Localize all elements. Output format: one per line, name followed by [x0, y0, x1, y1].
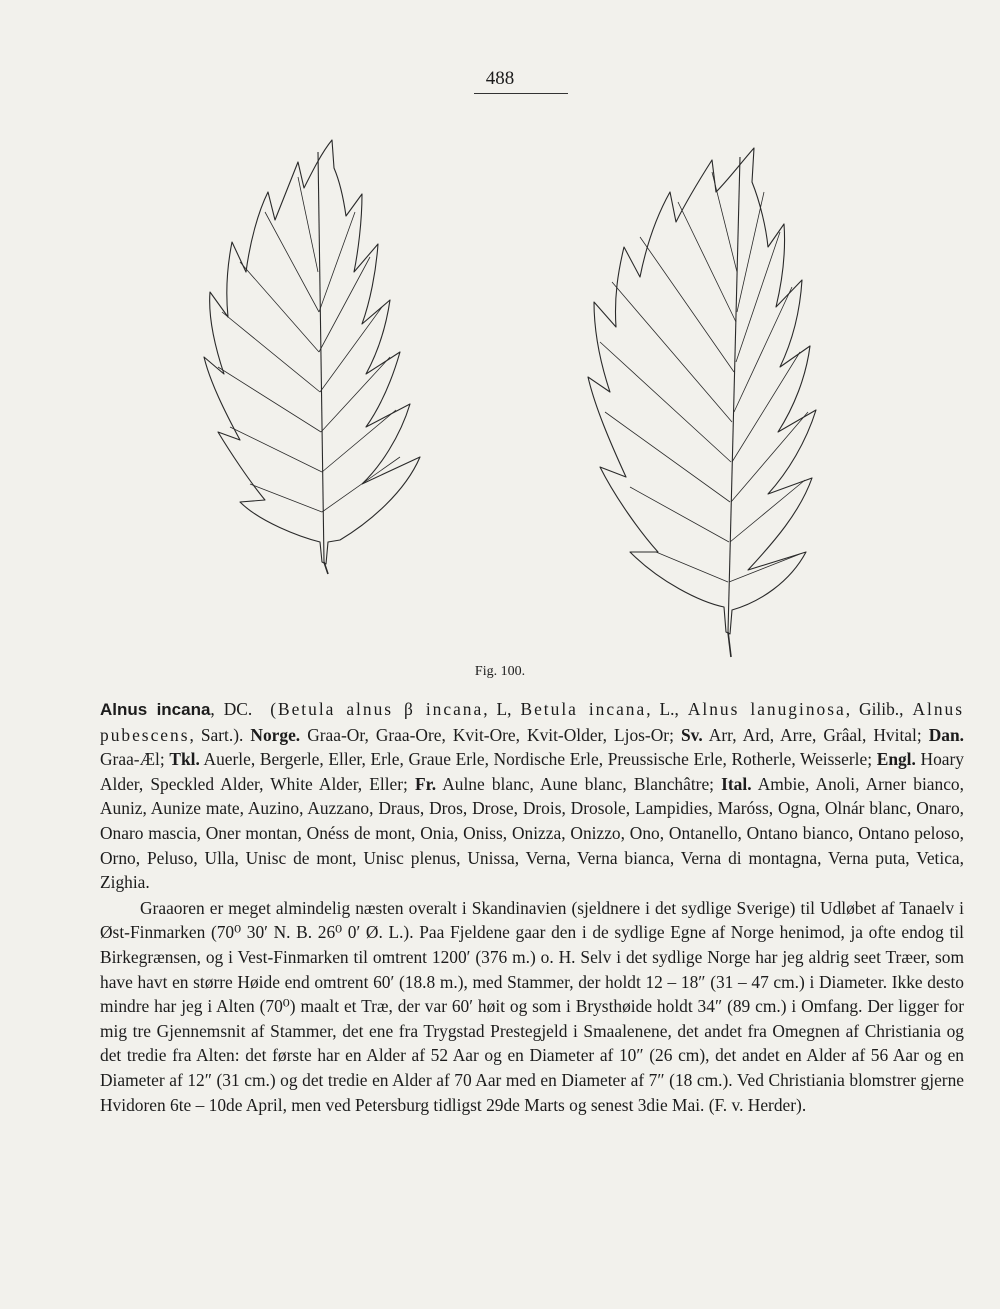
- synonym-4: Alnus pubescens: [100, 699, 965, 745]
- names-engl: Hoary Alder, Speckled Alder, White Alder, Eller;: [100, 749, 964, 794]
- names-norge: Graa-Or, Graa-Ore, Kvit-Ore, Kvit-Older, Ljos-Or;: [300, 724, 681, 745]
- figure-caption: Fig. 100.: [474, 664, 526, 679]
- synonym-3: Alnus lanuginosa: [687, 699, 846, 719]
- species-author: , DC.: [210, 699, 253, 719]
- synonym-4-author: , Sart.).: [189, 724, 244, 745]
- synonym-2-author: , L.,: [646, 699, 679, 719]
- synonym-1: (Betula alnus β incana: [270, 699, 484, 719]
- lang-label-tkl: Tkl.: [169, 749, 200, 770]
- lang-label-fr: Fr.: [414, 773, 437, 794]
- species-entry: [100, 697, 964, 895]
- page-number-rule: [474, 93, 568, 94]
- right-leaf-midrib: [728, 157, 740, 632]
- body-text: [100, 697, 964, 1117]
- description-paragraph: Graaoren er meget almindelig næsten overalt i Skandinavien (sjeldnere i det sydlige Sverige) til Udløbet af Tanaelv i Øst-Finmarken (70⁰ 30′ N. B. 26⁰ 0′ Ø. L.). Paa Fjeldene gaar den i de sydlige Egne af Norge henimod, ja ofte endog til Birkegrænsen, og i Vest-Finmarken til omtrent 1200′ (376 m.) o. H. Selv i det sydlige Norge har jeg aldrig seet Træer, som have havt en større Høide end omtrent 60′ (18.8 m.), med Stammer, der holdt 12 – 18″ (31 – 47 cm.) i Diameter. Ikke desto mindre har jeg i Alten (70⁰) maalt et Træ, der var 60′ høit og som i Brysthøide holdt 34″ (89 cm.) i Omfang. Der ligger for mig tre Gjennemsnit af Stammer, det ene fra Trygstad Prestegjeld i Smaalenene, det andet fra Omegnen af Christiania og det tredie fra Alten: det første har en Alder af 52 Aar og en Diameter af 10″ (26 cm), det andet en Alder af 56 Aar og en Diameter af 12″ (31 cm.) og det tredie en Alder af 70 Aar med en Diameter af 7″ (18 cm.). Ved Christiania blomstrer gjerne Hvidoren 6te – 10de April, men ved Petersburg tidligst 29de Marts og senest 3die Mai. (F. v. Herder).: [100, 897, 964, 1115]
- synonym-3-author: , Gilib.,: [845, 699, 904, 719]
- lang-label-engl: Engl.: [876, 749, 916, 770]
- left-leaf-outline: [204, 140, 420, 564]
- synonym-2: Betula incana: [520, 699, 647, 719]
- species-name: Alnus incana: [100, 700, 211, 719]
- figure-alnus-leaves: [100, 112, 900, 672]
- names-ital: Ambie, Anoli, Arner bianco, Auniz, Aunize mate, Auzino, Auzzano, Draus, Dros, Drose, Drois, Drosole, Lampidies, Maróss, Ogna, Olnár blanc, Onaro, Onaro mascia, Oner montan, Onéss de mont, Onia, Oniss, Onizza, Onizzo, Ono, Ontanello, Ontano bianco, Ontano peloso, Orno, Peluso, Ulla, Unisc de mont, Unisc plenus, Unissa, Verna, Verna bianca, Verna di montagna, Verna puta, Vetica, Zighia.: [100, 773, 964, 893]
- lang-label-norge: Norge.: [250, 724, 301, 745]
- names-fr: Aulne blanc, Aune blanc, Blanchâtre;: [436, 773, 722, 794]
- lang-label-ital: Ital.: [721, 773, 752, 794]
- lang-label-sv: Sv.: [680, 724, 703, 745]
- names-tkl: Auerle, Bergerle, Eller, Erle, Graue Erle, Nordische Erle, Preussische Erle, Rotherle, Weisserle;: [199, 749, 877, 770]
- right-leaf-stem: [728, 632, 731, 657]
- leaf-illustration: [100, 112, 900, 672]
- synonym-1-author: , L,: [483, 699, 512, 719]
- left-leaf-midrib: [318, 152, 324, 562]
- lang-label-dan: Dan.: [928, 724, 964, 745]
- page-number: 488: [485, 68, 515, 89]
- names-sv: Arr, Ard, Arre, Grâal, Hvital;: [702, 724, 929, 745]
- names-dan: Graa-Æl;: [100, 749, 170, 770]
